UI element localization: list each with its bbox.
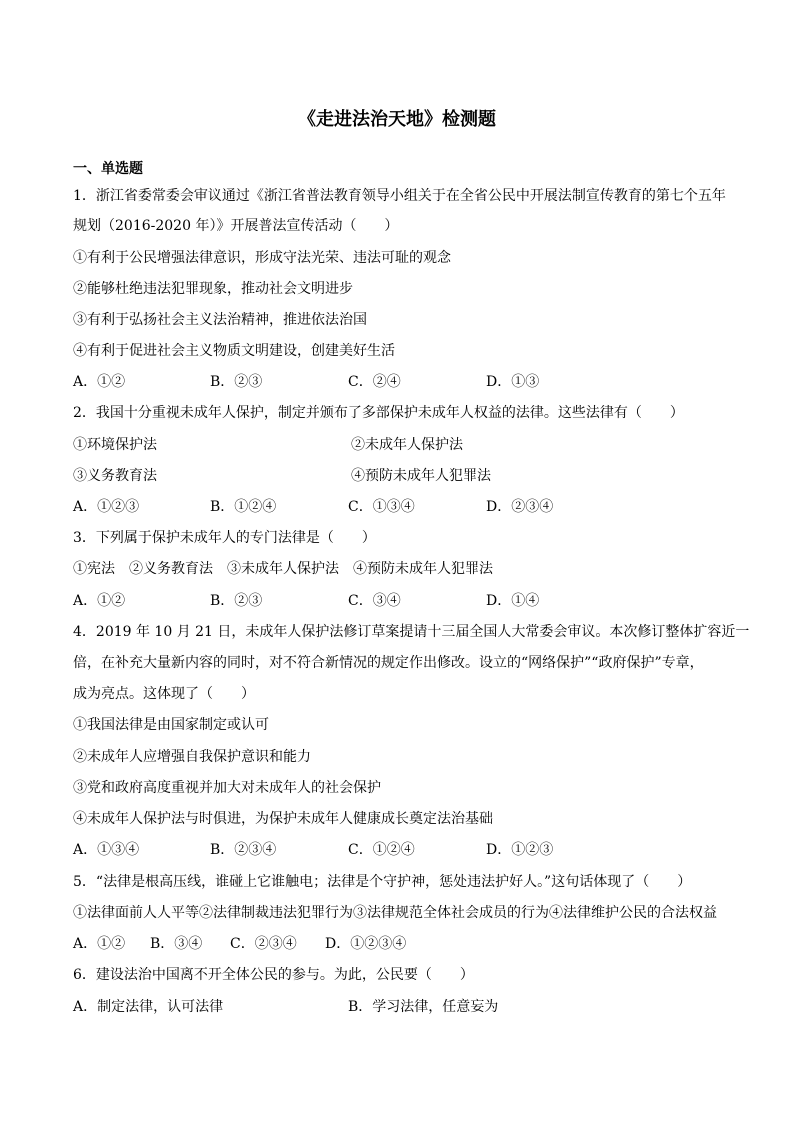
question-1-option-c: C．②④ xyxy=(348,374,401,390)
question-2-stem: 2．我国十分重视未成年人保护，制定并颁布了多部保护未成年人权益的法律。这些法律有（ ） xyxy=(73,405,684,421)
question-2-option-c: C．①③④ xyxy=(348,499,415,515)
question-3-option-c: C．③④ xyxy=(348,593,401,609)
question-1-option-a: A．①② xyxy=(73,374,126,390)
question-3-option-b: B．②③ xyxy=(210,593,263,609)
question-2-option-b: B．①②④ xyxy=(210,499,277,515)
question-3-option-d: D．①④ xyxy=(486,593,540,609)
question-1-statement-2: ②能够杜绝违法犯罪现象，推动社会文明进步 xyxy=(73,281,353,297)
question-6-stem: 6．建设法治中国离不开全体公民的参与。为此，公民要（ ） xyxy=(73,967,474,983)
question-5-option-c: C．②③④ xyxy=(230,936,297,952)
question-4-option-a: A．①③④ xyxy=(73,842,140,858)
question-6-option-b: B．学习法律，任意妄为 xyxy=(348,999,499,1015)
question-3-stem: 3．下列属于保护未成年人的专门法律是（ ） xyxy=(73,530,376,546)
question-4-statement-4: ④未成年人保护法与时俱进，为保护未成年人健康成长奠定法治基础 xyxy=(73,811,493,827)
question-1-statement-1: ①有利于公民增强法律意识，形成守法光荣、违法可耻的观念 xyxy=(73,250,451,266)
question-4-stem-line-3: 成为亮点。这体现了（ ） xyxy=(73,686,255,702)
question-2-statement-3: ③义务教育法 xyxy=(73,468,157,484)
question-3-statements: ①宪法 ②义务教育法 ③未成年人保护法 ④预防未成年人犯罪法 xyxy=(73,561,493,577)
question-4-stem-line-1: 4．2019 年 10 月 21 日，未成年人保护法修订草案提请十三届全国人大常委会审议。本次修订整体扩容近一 xyxy=(73,624,750,640)
question-2-statement-1: ①环境保护法 xyxy=(73,437,157,453)
question-4-statement-3: ③党和政府高度重视并加大对未成年人的社会保护 xyxy=(73,780,381,796)
question-5-option-d: D．①②③④ xyxy=(325,936,407,952)
question-2-option-a: A．①②③ xyxy=(73,499,140,515)
question-4-option-c: C．①②④ xyxy=(348,842,415,858)
question-4-option-b: B．②③④ xyxy=(210,842,277,858)
question-3-option-a: A．①② xyxy=(73,593,126,609)
question-1-statement-3: ③有利于弘扬社会主义法治精神，推进依法治国 xyxy=(73,312,367,328)
question-1-stem-line-1: 1．浙江省委常委会审议通过《浙江省普法教育领导小组关于在全省公民中开展法制宣传教育的第七个五年 xyxy=(73,188,726,204)
question-5-option-b: B．③④ xyxy=(150,936,203,952)
question-5-statements: ①法律面前人人平等②法律制裁违法犯罪行为③法律规范全体社会成员的行为④法律维护公民的合法权益 xyxy=(73,905,717,921)
question-4-statement-1: ①我国法律是由国家制定或认可 xyxy=(73,717,269,733)
question-1-option-b: B．②③ xyxy=(210,374,263,390)
question-2-option-d: D．②③④ xyxy=(486,499,554,515)
question-2-statement-4: ④预防未成年人犯罪法 xyxy=(351,468,491,484)
document-title: 《走进法治天地》检测题 xyxy=(298,109,496,130)
question-5-stem: 5．“法律是根高压线，谁碰上它谁触电；法律是个守护神，惩处违法护好人。”这句话体现了（ ） xyxy=(73,874,692,890)
question-1-statement-4: ④有利于促进社会主义物质文明建设，创建美好生活 xyxy=(73,343,395,359)
question-4-stem-line-2: 倍，在补充大量新内容的同时，对不符合新情况的规定作出修改。设立的“网络保护”“政府保护”专章， xyxy=(73,655,704,671)
question-2-statement-2: ②未成年人保护法 xyxy=(351,437,463,453)
question-4-statement-2: ②未成年人应增强自我保护意识和能力 xyxy=(73,749,311,765)
section-heading: 一、单选题 xyxy=(73,161,143,177)
question-5-option-a: A．①② xyxy=(73,936,126,952)
question-1-stem-line-2: 规划（2016-2020 年）》开展普法宣传活动（ ） xyxy=(73,218,399,234)
question-4-option-d: D．①②③ xyxy=(486,842,554,858)
question-1-option-d: D．①③ xyxy=(486,374,540,390)
question-6-option-a: A．制定法律，认可法律 xyxy=(73,999,224,1015)
